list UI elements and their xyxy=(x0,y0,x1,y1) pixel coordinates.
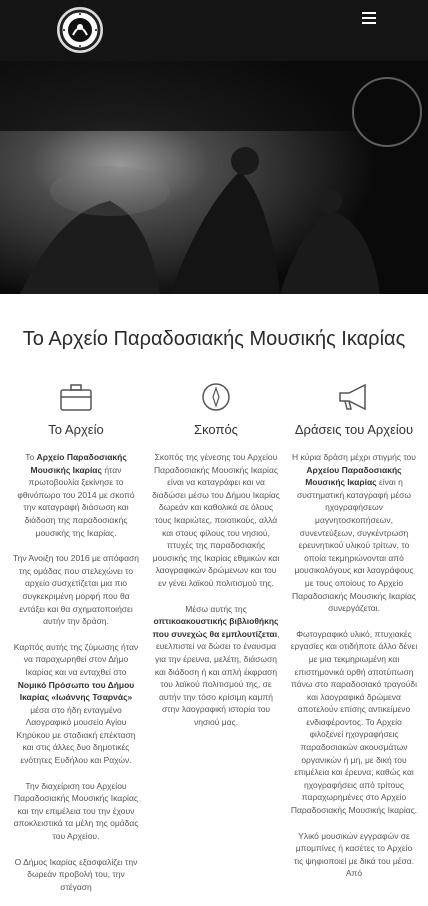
logo-emblem-icon xyxy=(59,9,101,51)
column-archive xyxy=(12,382,140,906)
hamburger-menu-icon[interactable] xyxy=(360,9,378,27)
archive-logo[interactable] xyxy=(57,7,103,53)
column-paragraph: Το Αρχείο Παραδοσιακής Μουσικής Ικαρίας ήταν πρωτοβουλία ξεκίνησε το φθινόπωρο του 2014 με σκοπό την καταγραφή διάσωση και διάδοση της παραδοσιακής μουσικής της Ικαρίας. xyxy=(17,452,135,538)
compass-icon xyxy=(152,382,280,412)
column-paragraph: Σκοπός της γένεσης του Αρχείου Παραδοσιακής Μουσικής Ικαρίας είναι να καταγράφει και να διαδώσει μέσω του Δήμου Ικαρίας δωρεάν και καθολικά σε όλους τους Ικαριώτες, ποιοτικούς, αλλά και στους φίλους του νησιού, πτυχές της παραδοσιακής μουσικής της Ικαρίας εθιμικών και λαογραφικών δρώμενων και του εν γένει λαϊκού πολιτισμού της. xyxy=(152,452,280,588)
column-heading: Το Αρχείο xyxy=(48,422,104,437)
site-header xyxy=(0,0,428,61)
column-paragraph: Μέσω αυτής της οπτικοακουστικής βιβλιοθήκης που συνεχώς θα εμπλουτίζεται, ευελπιστεί να δώσει το έναυσμα για την έρευνα, μελέτη, διάσωση και διάδοση ή και απλή έκφραση του λαϊκού πολιτισμού της, σε αυτήν την τόσο κρίσιμη καμπή στην λαογραφική ιστορία του νησιού μας. xyxy=(152,603,280,727)
column-purpose xyxy=(152,382,280,741)
megaphone-icon xyxy=(290,382,418,412)
hero-image xyxy=(0,61,428,294)
column-paragraph: Η κύρια δράση μέχρι στιγμής του Αρχείου Παραδοσιακής Μουσικής Ικαρίας είναι η συστηματική καταγραφή μέσω ηχογραφήσεων μαγνητοσκοπήσεων, συνεντεύξεων, συγκέντρωση ερευνητικού υλικού τρίτων, το οποία τεκμηριώνονται από μουσικολόγους και λαογράφους με τους οποίους το Αρχείο Παραδοσιακής Μουσικής Ικαρίας συνεργάζεται. xyxy=(292,452,416,614)
briefcase-icon xyxy=(12,382,140,412)
column-paragraph: Την διαχείριση του Αρχείου Παραδοσιακής Μουσικής Ικαρίας και την επιμέλεια του την έχουν αποκλειστικά τα μέλη της ομάδας του Αρχείου. xyxy=(13,780,139,842)
column-paragraph: Ο Δήμος Ικαρίας εξασφαλίζει την δωρεάν προβολή του, την στέγαση xyxy=(14,856,138,892)
column-paragraph: Φωτογραφικό υλικό, πτυχιακές εργασίες και οτιδήποτε άλλο δένει με μια τεκμηριωμένη και επιστημονικά ορθή αποτύπωση πάνω στο παραδοσιακό τραγούδι και λαογραφικά δρώμενα αποτελούν επίσης αντικείμενο ενδιαφέροντος. Το Αρχείο φιλοξενεί ηχογραφήσεις παραδοσιακών ακουσμάτων οργανικών ή μη, με δική του επιμέλεια και έρευνα, καθώς και ηχογραφήσεις από τρίτους παραχωρημένες στο Αρχείο Παραδοσιακής Μουσικής Ικαρίας. xyxy=(290,628,418,816)
column-heading: Δράσεις του Αρχείου xyxy=(294,422,414,437)
column-paragraph: Υλικό μουσικών εγγραφών σε μπομπίνες ή κασέτες το Αρχείο τις ψηφιοποιεί με δικά του μέσα. Από xyxy=(293,830,415,879)
column-actions xyxy=(290,382,418,893)
column-heading: Σκοπός xyxy=(194,422,238,437)
page-title: Το Αρχείο Παραδοσιακής Μουσικής Ικαρίας xyxy=(22,328,406,350)
watermark-logo xyxy=(352,77,422,147)
column-paragraph: Την Άνοιξη του 2016 με απόφαση της ομάδας που στελεχώνει το αρχείο συσχετίζεται μια πιο συγκεκριμένη μορφή που θα εντάξει και θα σχηματοποιήσει αυτήν την δράση. xyxy=(13,553,139,627)
column-paragraph: Καρπός αυτής της ζύμωσης ήταν να παραχωρηθεί στον Δήμο Ικαρίας και να ενταχθεί στο Νομικό Πρόσωπο του Δήμου Ικαρίας «Ιωάννης Τσαρνάς» μέσα στο ήδη ενταγμένο Λαογραφικό μουσείο Αγίου Κηρύκου με σταδιακή επέκταση και στις άλλες δυο δημοτικές ενότητες Ευδήλου και Ραχών. xyxy=(13,641,139,766)
main-content xyxy=(0,294,428,892)
